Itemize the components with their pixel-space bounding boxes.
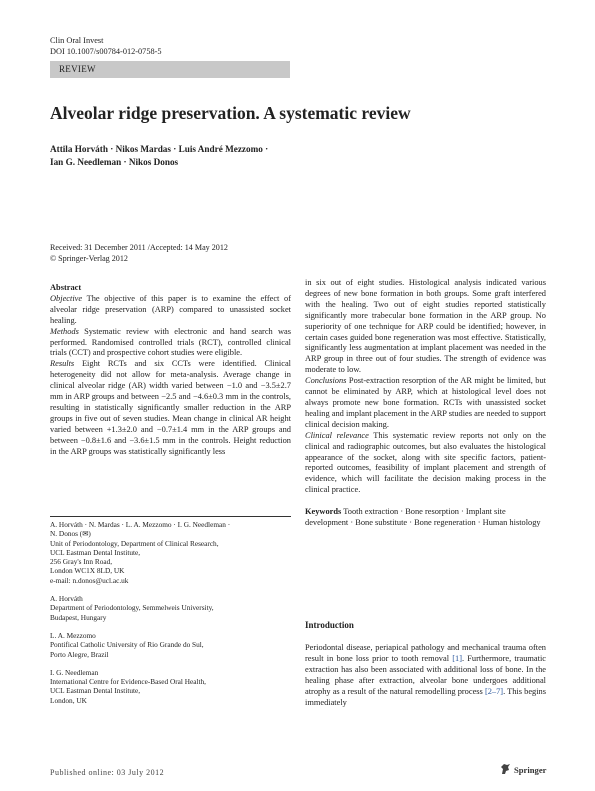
citation-link[interactable]: [1] <box>452 653 462 663</box>
intro-text-c: . This begins immediately <box>305 686 546 707</box>
results-para <box>50 359 291 457</box>
section-tag: REVIEW <box>59 64 96 74</box>
affil-line: L. A. Mezzomo <box>50 630 96 640</box>
publisher-logo <box>500 763 546 775</box>
relevance-text: This systematic review reports not only on the clinical and radiographic outcomes, but also evaluates the histological appearance of the socket, along with site specific factors, patient-reported outcomes, feasibility of implant placement and strength of evidence, which will facilitate the decision making process in the clinical practice. <box>305 430 546 495</box>
affil-line: 256 Gray's Inn Road, <box>50 557 113 567</box>
affil-line: International Centre for Evidence-Based Oral Health, <box>50 677 207 687</box>
keywords-text: Tooth extraction · Bone resorption · Implant site development · Bone substitute · Bone regeneration · Human histology <box>305 507 541 528</box>
affil-line: Department of Periodontology, Semmelweis University, <box>50 603 214 613</box>
affil-line: Porto Alegre, Brazil <box>50 649 109 659</box>
affiliation-block <box>50 668 291 705</box>
affil-line: N. Donos (✉) <box>50 529 91 539</box>
keywords-para <box>305 507 546 529</box>
methods-label: Methods <box>50 326 79 336</box>
copyright: © Springer-Verlag 2012 <box>50 254 128 263</box>
results-text: Eight RCTs and six CCTs were identified. Clinical heterogeneity did not allow for meta-analysis. Average change in clinical alveolar ridge (AR) width varied between −1.0 and −3.5±2.7 mm in ARP groups and between −2.5 and −4.6±0.3 mm in the controls, resulting in statistically significantly smaller reduction in the ARP groups in five out of seven studies. Mean change in clinical AR height varied between +1.3±2.0 and −0.7±1.4 mm in the ARP groups and between −0.8±1.6 and −3.6±1.5 mm in the controls. Height reduction in the ARP groups was statistically significantly less <box>50 359 291 456</box>
published-online: Published online: 03 July 2012 <box>50 768 165 777</box>
affil-line: UCL Eastman Dental Institute, <box>50 547 141 557</box>
authors-line-1: Attila Horváth · Nikos Mardas · Luis André Mezzomo · <box>50 144 269 154</box>
affil-line: Pontifical Catholic University of Rio Grande do Sul, <box>50 640 204 650</box>
affiliation-block <box>50 520 291 585</box>
relevance-label: Clinical relevance <box>305 430 369 440</box>
affil-line: I. G. Needleman <box>50 667 99 677</box>
springer-horse-icon <box>500 763 511 775</box>
affiliations <box>50 520 291 714</box>
intro-text-b: . Furthermore, traumatic extraction has also been associated with additional loss of bone. In the healing phase after extraction, alveolar bone undergoes additional atrophy as a result of the natural remodelling process <box>305 653 546 696</box>
intro-text-a: Periodontal disease, periapical pathology and mechanical trauma often result in bone loss prior to tooth removal <box>305 643 546 663</box>
conclusions-text: Post-extraction resorption of the AR might be limited, but cannot be eliminated by ARP, which at histological level does not always promote new bone formation. RCTs with unassisted socket healing and implant placement in the ARP studies are needed to support clinical decision making. <box>305 376 546 429</box>
affil-line: Budapest, Hungary <box>50 612 107 622</box>
affiliation-block <box>50 594 291 622</box>
dates-block <box>50 242 228 264</box>
author-list <box>50 143 300 168</box>
objective-label: Objective <box>50 293 83 303</box>
section-tag-bar <box>50 61 290 78</box>
affil-line: A. Horváth · N. Mardas · L. A. Mezzomo · I. G. Needleman · <box>50 520 231 529</box>
authors-line-2: Ian G. Needleman · Nikos Donos <box>50 156 179 167</box>
affil-line: UCL Eastman Dental Institute, <box>50 686 141 696</box>
results-label: Results <box>50 359 75 369</box>
keywords-label: Keywords <box>305 507 342 517</box>
relevance-para <box>305 431 546 496</box>
introduction-heading: Introduction <box>305 620 354 630</box>
abstract-left <box>50 283 291 458</box>
affil-line: London WC1X 8LD, UK <box>50 566 125 576</box>
affil-line: Unit of Periodontology, Department of Clinical Research, <box>50 538 219 548</box>
doi-link[interactable]: DOI 10.1007/s00784-012-0758-5 <box>50 47 162 56</box>
publisher-name: Springer <box>514 765 547 775</box>
results-continued: in six out of eight studies. Histological analysis indicated various degrees of new bone formation in both groups. Some graft interfered with the healing. Two out of eight studies reported statistically significantly more trabecular bone formation in the ARP group. No superiority of one technique for ARP could be identified; however, in certain cases guided bone regeneration was most effective. Statistically, significantly less augmentation at implant placement was needed in the ARP group in three out of four studies. The strength of evidence was moderate to low. <box>305 278 546 375</box>
conclusions-label: Conclusions <box>305 376 347 386</box>
affil-line: A. Horváth <box>50 594 83 604</box>
abstract-heading: Abstract <box>50 283 82 292</box>
affiliation-block <box>50 631 291 659</box>
abstract-right <box>305 278 546 529</box>
methods-para <box>50 327 291 360</box>
affil-line: London, UK <box>50 695 87 705</box>
email-link[interactable]: e-mail: n.donos@ucl.ac.uk <box>50 575 129 585</box>
article-title: Alveolar ridge preservation. A systematic review <box>50 103 411 123</box>
citation-link[interactable]: [2–7] <box>484 686 504 696</box>
objective-text: The objective of this paper is to examine the effect of alveolar ridge preservation (ARP) compared to unassisted socket healing. <box>50 293 291 325</box>
conclusions-para <box>305 376 546 431</box>
objective-para <box>50 294 291 327</box>
methods-text: Systematic review with electronic and hand search was performed. Randomised controlled trials (RCT), controlled clinical trials (CCT) and prospective cohort studies were eligible. <box>50 326 291 358</box>
journal-name: Clin Oral Invest <box>50 36 104 45</box>
running-header <box>50 35 162 57</box>
introduction-text <box>305 643 546 708</box>
received-accepted: Received: 31 December 2011 /Accepted: 14 May 2012 <box>50 243 228 252</box>
footnote-divider <box>50 516 291 517</box>
